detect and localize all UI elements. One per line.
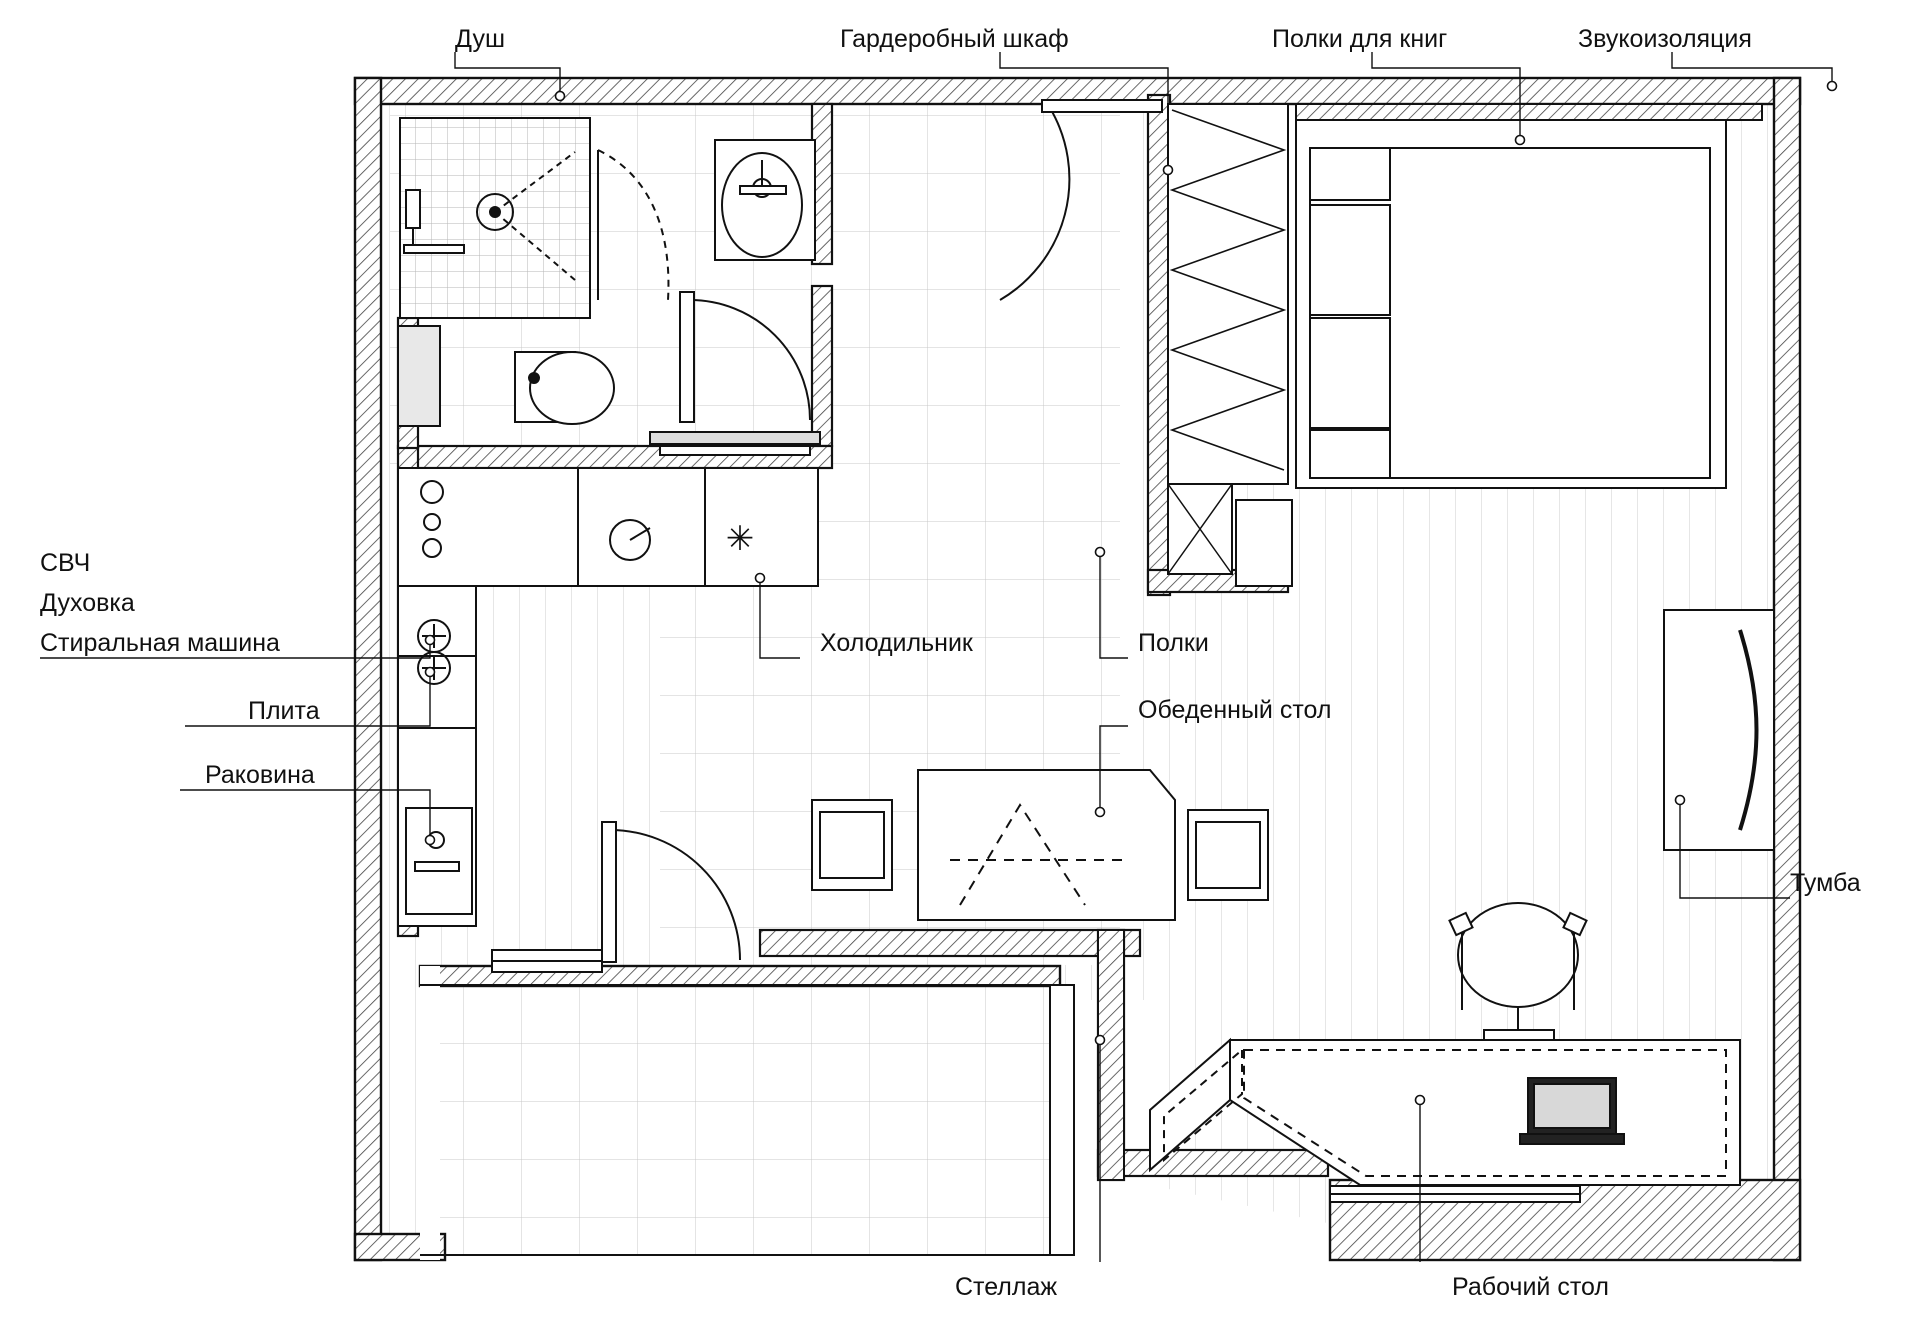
label-desk: Рабочий стол	[1452, 1273, 1609, 1301]
label-rack: Стеллаж	[955, 1273, 1058, 1301]
bed	[1296, 104, 1762, 488]
label-shelves: Полки	[1138, 629, 1209, 657]
label-washing-machine: Стиральная машина	[40, 629, 280, 657]
label-dining-table: Обеденный стол	[1138, 696, 1332, 724]
wardrobe	[1168, 104, 1292, 586]
svg-text:✳: ✳	[725, 520, 755, 558]
label-fridge: Холодильник	[820, 629, 973, 657]
label-microwave: СВЧ	[40, 549, 91, 577]
rack	[1098, 930, 1124, 1180]
label-book-shelves: Полки для книг	[1272, 25, 1448, 53]
label-soundproofing: Звукоизоляция	[1578, 25, 1752, 53]
label-shower: Душ	[455, 25, 506, 53]
label-sink: Раковина	[205, 761, 315, 789]
label-nightstand: Тумба	[1790, 869, 1861, 897]
label-stove: Плита	[248, 697, 320, 725]
label-wardrobe: Гардеробный шкаф	[840, 25, 1069, 53]
label-oven: Духовка	[40, 589, 135, 617]
